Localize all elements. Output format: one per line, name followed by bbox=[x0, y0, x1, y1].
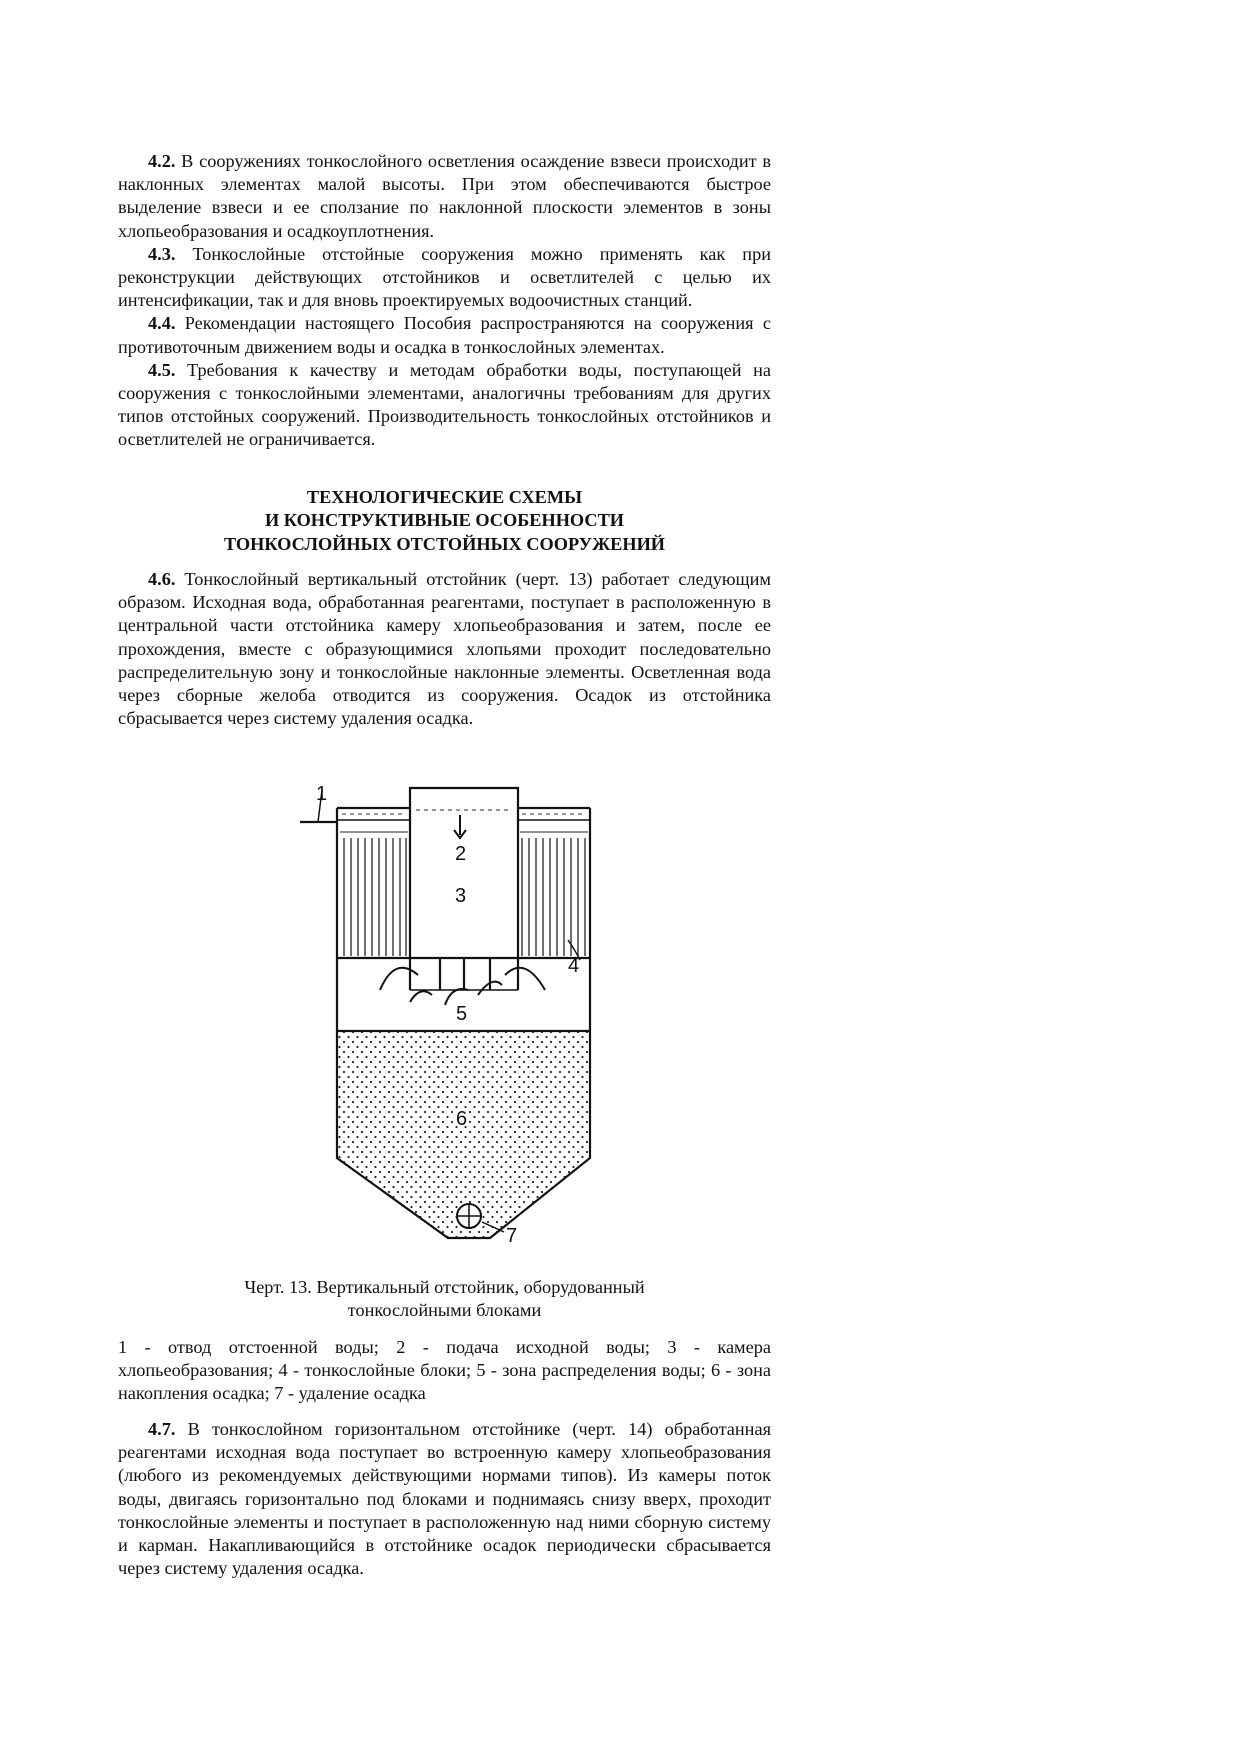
top-paragraphs bbox=[118, 150, 771, 452]
caption-line: Черт. 13. Вертикальный отстойник, оборудованный bbox=[244, 1277, 645, 1297]
figure-label-2: 2 bbox=[455, 843, 467, 865]
figure-label-1: 1 bbox=[316, 783, 328, 805]
paragraph-text: Тонкослойные отстойные сооружения можно применять как при реконструкции действующих отстойников и осветлителей с целью их интенсификации, так и для вновь проектируемых водоочистных станций. bbox=[118, 243, 771, 311]
section-heading-line: ТЕХНОЛОГИЧЕСКИЕ СХЕМЫ bbox=[306, 487, 583, 507]
figure-label-6: 6 bbox=[456, 1108, 468, 1130]
paragraph-number: 4.5. bbox=[148, 359, 176, 380]
paragraph-4-5 bbox=[118, 359, 771, 452]
paragraph-4-6 bbox=[118, 568, 771, 730]
paragraph-number: 4.7. bbox=[148, 1419, 176, 1439]
figure-label-3: 3 bbox=[455, 885, 467, 907]
figure-label-4: 4 bbox=[568, 955, 580, 977]
figure-label-7: 7 bbox=[506, 1225, 518, 1245]
paragraph-number: 4.4. bbox=[148, 313, 176, 334]
paragraph-text: В сооружениях тонкослойного осветления осаждение взвеси происходит в наклонных элементах малой высоты. При этом обеспечиваются быстрое выделение взвеси и ее сползание по наклонной плоскости элементов в зоны хлопьеобразования и осадкоуплотнения. bbox=[118, 151, 771, 241]
paragraph-4-7-block bbox=[118, 1418, 771, 1580]
figure-label-5: 5 bbox=[456, 1003, 468, 1025]
section-heading bbox=[118, 486, 771, 556]
paragraph-number: 4.3. bbox=[148, 243, 176, 264]
caption-line: тонкослойными блоками bbox=[347, 1300, 542, 1321]
figure-legend: 1 - отвод отстоенной воды; 2 - подача исходной воды; 3 - камера хлопьеобразования; 4 - тонкослойные блоки; 5 - зона распределения воды; 6 - зона накопления осадка; 7 - удаление осадка bbox=[118, 1337, 771, 1404]
figure-legend-block bbox=[118, 1336, 771, 1406]
paragraph-4-6-block bbox=[118, 568, 771, 730]
paragraph-4-2 bbox=[118, 150, 771, 243]
paragraph-text: В тонкослойном горизонтальном отстойнике (черт. 14) обработанная реагентами исходная вода поступает во встроенную камеру хлопьеобразования (любого из рекомендуемых действующими нормами типов). Из камеры поток воды, двигаясь горизонтально под блоками и поднимаясь снизу вверх, проходит тонкослойные элементы и поступает в расположенную над ними сборную систему и карман. Накапливающийся в отстойнике осадок периодически сбрасывается через систему удаления осадка. bbox=[118, 1419, 771, 1579]
paragraph-4-7 bbox=[118, 1418, 771, 1580]
paragraph-number: 4.2. bbox=[148, 151, 176, 171]
section-heading-line: ТОНКОСЛОЙНЫХ ОТСТОЙНЫХ СООРУЖЕНИЙ bbox=[223, 533, 666, 554]
paragraph-text: Тонкослойный вертикальный отстойник (черт. 13) работает следующим образом. Исходная вода, обработанная реагентами, поступает в расположенную в центральной части отстойника камеру хлопьеобразования и затем, после ее прохождения, вместе с образующимися хлопьями проходит последовательно распределительную зону и тонкослойные наклонные элементы. Осветленная вода через сборные желоба отводится из сооружения. Осадок из отстойника сбрасывается через систему удаления осадка. bbox=[118, 569, 771, 729]
paragraph-text: Рекомендации настоящего Пособия распространяются на сооружения с противоточным движением воды и осадка в тонкослойных элементах. bbox=[118, 313, 771, 357]
figure-caption bbox=[118, 1276, 771, 1322]
section-heading-line: И КОНСТРУКТИВНЫЕ ОСОБЕННОСТИ bbox=[265, 510, 624, 531]
paragraph-number: 4.6. bbox=[148, 569, 176, 589]
figure-settler-diagram bbox=[290, 770, 620, 1245]
paragraph-4-3 bbox=[118, 243, 771, 313]
paragraph-4-4 bbox=[118, 312, 771, 358]
paragraph-text: Требования к качеству и методам обработки воды, поступающей на сооружения с тонкослойными элементами, аналогичны требованиям для других типов отстойных сооружений. Производительность тонкослойных отстойников и осветлителей не ограничивается. bbox=[118, 359, 771, 450]
